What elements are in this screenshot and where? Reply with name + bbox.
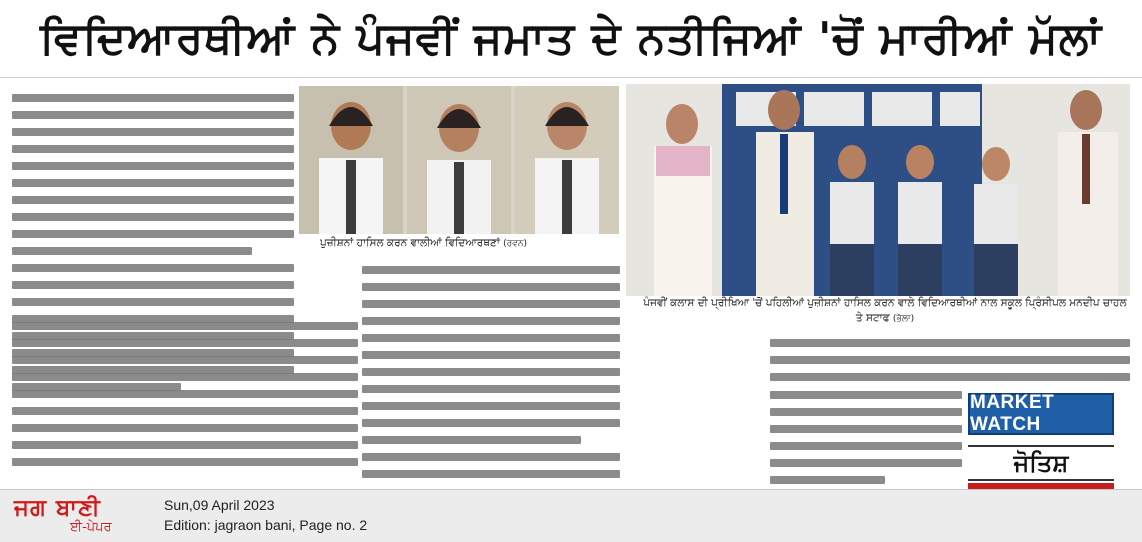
article-col-middle — [362, 260, 620, 488]
market-watch-ad[interactable]: MARKET WATCH — [968, 393, 1114, 435]
jyotish-ad[interactable]: ਜੋਤਿਸ਼ — [968, 445, 1114, 481]
group-photo-credit: (ਭੱਲਾ) — [892, 314, 915, 324]
article-col-left-wide — [12, 322, 358, 486]
logo-main-text: ਜਗ ਬਾਣੀ — [14, 495, 101, 521]
students-photo-caption — [320, 236, 620, 252]
edition-date: Sun,09 April 2023 — [164, 497, 275, 513]
edition-page-info: Edition: jagraon bani, Page no. 2 — [164, 517, 368, 533]
group-photo-caption-text: ਪੰਜਵੀਂ ਕਲਾਸ ਦੀ ਪ੍ਰੀਖਿਆ 'ਚੋਂ ਪਹਿਲੀਆਂ ਪੁਜ਼ੀਸ਼ਨਾਂ ਹਾਸਿਲ ਕਰਨ ਵਾਲੇ ਵਿਦਿਆਰਥੀਆਂ ਨਾਲ ਸਕੂਲ ਪ੍ਰਿੰਸੀਪਲ ਮਨਦੀਪ ਚਾਹਲ ਤੇ ਸਟਾਫ — [643, 297, 1127, 324]
students-photo-credit: (ਰਵਨ) — [503, 239, 528, 249]
article-col-right-lower — [770, 385, 962, 489]
students-photo — [299, 86, 619, 234]
group-photo — [626, 84, 1130, 296]
article-col-right — [770, 333, 1130, 391]
jagbani-logo[interactable] — [14, 496, 154, 538]
students-photo-caption-text: ਪੁਜ਼ੀਸ਼ਨਾਂ ਹਾਸਿਲ ਕਰਨ ਵਾਲੀਆਂ ਵਿਦਿਆਰਥਣਾਂ — [320, 237, 500, 249]
group-photo-caption — [640, 296, 1130, 327]
headline: ਵਿਦਿਆਰਥੀਆਂ ਨੇ ਪੰਜਵੀਂ ਜਮਾਤ ਦੇ ਨਤੀਜਿਆਂ 'ਚੋਂ ਮਾਰੀਆਂ ਮੱਲਾਂ — [0, 0, 1142, 78]
logo-sub-text: ਈ-ਪੇਪਰ — [70, 520, 112, 535]
